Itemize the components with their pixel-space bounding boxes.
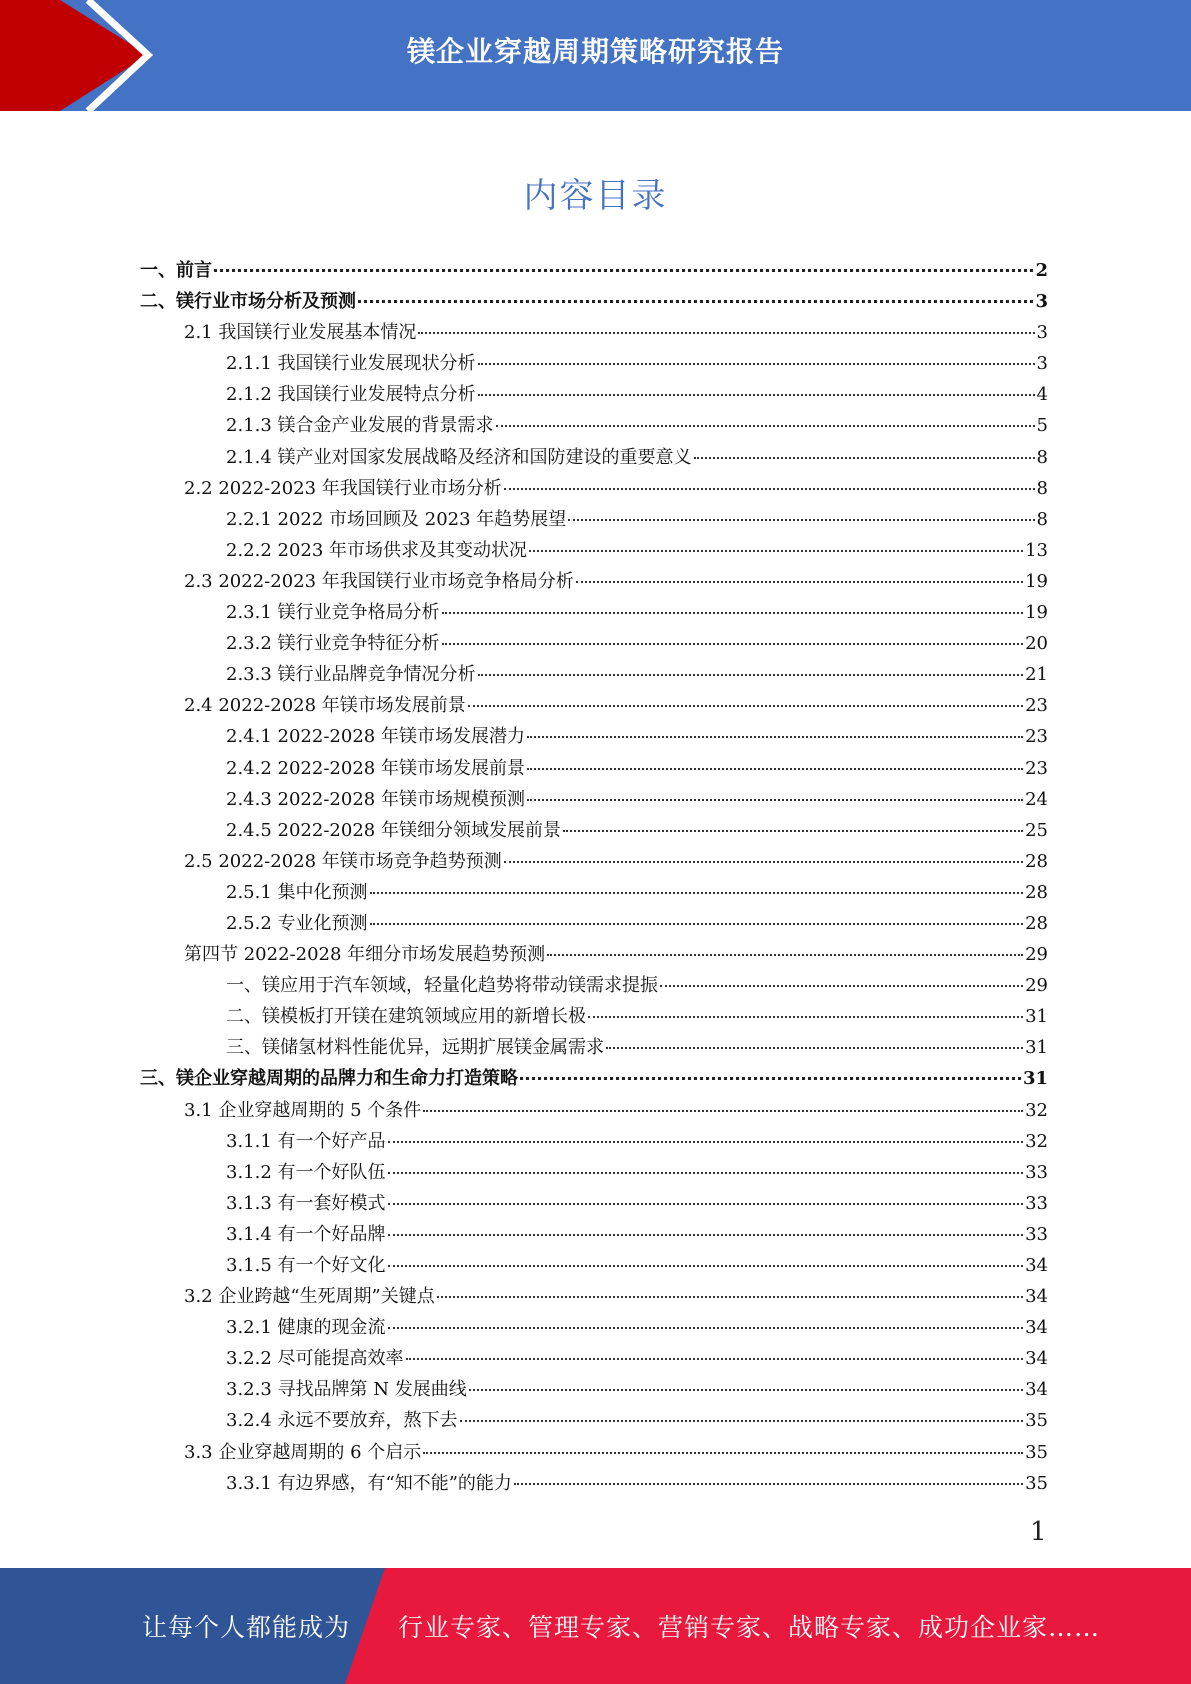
toc-entry[interactable] [140,877,1048,908]
toc-entry-page: 32 [1025,1130,1048,1152]
toc-entry-page: 2 [1035,260,1048,281]
toc-entry-page: 24 [1025,788,1048,810]
toc-entry[interactable] [140,1095,1048,1126]
toc-entry-page: 31 [1025,1037,1048,1059]
toc-entry-title: 3.2.4 永远不要放弃，熬下去 [226,1410,458,1432]
toc-entry[interactable] [140,815,1048,846]
toc-dot-leader [529,549,1023,552]
toc-entry-title: 2.5 2022-2028 年镁市场竞争趋势预测 [184,850,502,872]
toc-entry-title: 3.1.4 有一个好品牌 [226,1223,386,1245]
toc-entry-page: 28 [1025,912,1048,934]
footer-slogan-right: 行业专家、管理专家、营销专家、战略专家、成功企业家…… [398,1613,1101,1642]
toc-entry-page: 34 [1025,1286,1048,1308]
toc-entry[interactable] [140,1219,1048,1250]
toc-entry[interactable] [140,379,1048,410]
toc-entry-page: 28 [1025,850,1048,872]
toc-entry-page: 32 [1025,1099,1048,1121]
toc-entry[interactable] [140,1250,1048,1281]
page-footer [0,1568,1191,1684]
toc-entry[interactable] [140,410,1048,441]
toc-dot-leader [527,767,1023,770]
toc-dot-leader [694,456,1035,459]
toc-entry-page: 29 [1025,975,1048,997]
toc-entry-title: 3.1 企业穿越周期的 5 个条件 [184,1099,422,1121]
toc-entry-page: 3 [1036,353,1048,375]
toc-entry-title: 3.1.2 有一个好队伍 [226,1161,386,1183]
toc-entry-title: 2.4.1 2022-2028 年镁市场发展潜力 [226,726,525,748]
toc-entry-page: 4 [1036,384,1048,406]
toc-entry-page: 33 [1025,1161,1048,1183]
toc-entry-page: 33 [1025,1223,1048,1245]
toc-entry[interactable] [140,1374,1048,1405]
toc-entry-title: 2.2 2022-2023 年我国镁行业市场分析 [184,477,502,499]
toc-entry[interactable] [140,504,1048,535]
toc-entry-page: 21 [1025,664,1048,686]
toc-entry-page: 34 [1025,1255,1048,1276]
toc-dot-leader [527,735,1023,738]
toc-entry-title: 三、镁储氢材料性能优异，远期扩展镁金属需求 [226,1037,604,1059]
toc-entry-title: 3.3.1 有边界感，有“知不能”的能力 [226,1472,512,1494]
toc-entry[interactable] [140,442,1048,473]
toc-entry-title: 2.5.2 专业化预测 [226,912,368,934]
footer-slogan-left: 让每个人都能成为 [142,1613,351,1642]
toc-entry-title: 2.1.4 镁产业对国家发展战略及经济和国防建设的重要意义 [226,446,692,468]
toc-entry[interactable] [140,1281,1048,1312]
toc-entry-title: 2.3 2022-2023 年我国镁行业市场竞争格局分析 [184,570,574,592]
toc-dot-leader [478,393,1035,396]
toc-entry[interactable] [140,597,1048,628]
toc-entry[interactable] [140,908,1048,939]
toc-entry-title: 一、镁应用于汽车领域，轻量化趋势将带动镁需求提振 [226,975,658,997]
toc-dot-leader [388,1140,1024,1143]
toc-dot-leader [442,642,1024,645]
toc-entry-title: 2.3.2 镁行业竞争特征分析 [226,633,440,655]
toc-entry-title: 2.4.3 2022-2028 年镁市场规模预测 [226,788,525,810]
toc-entry-page: 31 [1025,1006,1048,1028]
toc-entry-page: 35 [1025,1441,1048,1463]
toc-entry[interactable] [140,473,1048,504]
toc-dot-leader [437,1295,1023,1298]
toc-dot-leader [514,1482,1023,1485]
toc-entry-title: 2.2.2 2023 年市场供求及其变动状况 [226,539,528,561]
toc-dot-leader [588,1015,1023,1018]
toc-entry[interactable] [140,1468,1048,1499]
toc-entry[interactable] [140,628,1048,659]
toc-entry-page: 33 [1025,1192,1048,1214]
toc-entry-page: 31 [1022,1068,1048,1090]
toc-entry[interactable] [140,721,1048,752]
toc-heading: 内容目录 [523,176,668,216]
toc-entry-title: 3.2.3 寻找品牌第 N 发展曲线 [226,1379,467,1401]
page-number: 1 [1030,1517,1047,1547]
toc-entry-title: 2.3.1 镁行业竞争格局分析 [226,602,440,624]
toc-dot-leader [388,1326,1024,1329]
toc-dot-leader [406,1357,1024,1360]
toc-entry-page: 23 [1025,726,1048,748]
toc-entry[interactable] [140,1032,1048,1063]
toc-dot-leader [388,1233,1024,1236]
toc-entry-page: 3 [1035,291,1048,313]
toc-entry-title: 第四节 2022-2028 年细分市场发展趋势预测 [184,944,546,966]
toc-entry[interactable] [140,1343,1048,1374]
toc-entry[interactable] [140,659,1048,690]
toc-entry-title: 2.4 2022-2028 年镁市场发展前景 [184,695,466,717]
toc-entry[interactable] [140,784,1048,815]
toc-dot-leader [547,953,1023,956]
toc-entry-page: 35 [1025,1410,1048,1432]
toc-dot-leader [478,673,1024,676]
report-title: 镁企业穿越周期策略研究报告 [406,35,784,68]
toc-dot-leader [606,1046,1023,1049]
page-header [0,0,1191,111]
toc-dot-leader [563,829,1023,832]
toc-entry[interactable] [140,286,1048,317]
toc-dot-leader [568,518,1034,521]
toc-dot-leader [660,984,1023,987]
toc-entry-title: 3.2 企业跨越“生死周期”关键点 [184,1286,435,1308]
toc-entry-title: 3.1.1 有一个好产品 [226,1130,386,1152]
toc-entry-page: 5 [1036,415,1048,437]
toc-entry[interactable] [140,939,1048,970]
toc-entry-page: 19 [1025,602,1048,624]
table-of-contents [140,255,1048,1499]
toc-entry-title: 2.1.3 镁合金产业发展的背景需求 [226,415,494,437]
toc-entry-page: 20 [1025,633,1048,655]
toc-entry-page: 34 [1025,1317,1048,1339]
toc-entry[interactable] [140,846,1048,877]
toc-entry-title: 2.2.1 2022 市场回顾及 2023 年趋势展望 [226,508,567,530]
toc-dot-leader [469,1388,1023,1391]
toc-dot-leader [388,1264,1024,1267]
toc-entry-title: 3.1.5 有一个好文化 [226,1255,386,1276]
toc-entry-title: 2.1.2 我国镁行业发展特点分析 [226,384,476,406]
toc-dot-leader [358,299,1033,303]
toc-entry-title: 二、镁行业市场分析及预测 [140,291,356,313]
toc-entry[interactable] [140,566,1048,597]
toc-dot-leader [388,1202,1024,1205]
toc-entry-page: 8 [1036,446,1048,468]
toc-entry-title: 3.2.1 健康的现金流 [226,1317,386,1339]
toc-entry[interactable] [140,753,1048,784]
toc-entry-title: 2.3.3 镁行业品牌竞争情况分析 [226,664,476,686]
toc-entry[interactable] [140,1126,1048,1157]
toc-entry-page: 25 [1025,819,1048,841]
toc-entry-title: 三、镁企业穿越周期的品牌力和生命力打造策略 [140,1068,518,1090]
toc-entry-title: 3.2.2 尽可能提高效率 [226,1348,404,1370]
toc-entry[interactable] [140,1312,1048,1343]
toc-dot-leader [468,704,1023,707]
toc-entry[interactable] [140,1001,1048,1032]
toc-entry-page: 23 [1025,757,1048,779]
toc-dot-leader [520,1076,1021,1080]
toc-entry[interactable] [140,255,1048,286]
toc-entry-page: 29 [1025,944,1048,966]
toc-entry-title: 3.3 企业穿越周期的 6 个启示 [184,1441,422,1463]
toc-entry-title: 2.1.1 我国镁行业发展现状分析 [226,353,476,375]
toc-entry-page: 3 [1036,322,1048,344]
toc-entry[interactable] [140,1063,1048,1094]
toc-entry-title: 二、镁模板打开镁在建筑领域应用的新增长极 [226,1006,586,1028]
toc-entry-title: 2.5.1 集中化预测 [226,881,368,903]
toc-entry-page: 8 [1036,477,1048,499]
toc-dot-leader [423,1451,1023,1454]
toc-entry[interactable] [140,535,1048,566]
toc-dot-leader [370,891,1024,894]
toc-dot-leader [478,362,1035,365]
toc-entry-page: 23 [1025,695,1048,717]
toc-dot-leader [504,860,1023,863]
toc-dot-leader [442,611,1024,614]
toc-entry-page: 8 [1036,508,1048,530]
toc-entry-title: 2.1 我国镁行业发展基本情况 [184,322,417,344]
toc-entry-page: 28 [1025,881,1048,903]
toc-entry-title: 3.1.3 有一套好模式 [226,1192,386,1214]
toc-entry[interactable] [140,1157,1048,1188]
toc-dot-leader [496,424,1035,427]
toc-entry[interactable] [140,317,1048,348]
toc-entry-page: 35 [1025,1472,1048,1494]
toc-entry-page: 19 [1025,570,1048,592]
toc-dot-leader [527,798,1023,801]
toc-dot-leader [370,922,1024,925]
toc-entry-title: 2.4.5 2022-2028 年镁细分领域发展前景 [226,819,561,841]
toc-entry[interactable] [140,348,1048,379]
toc-entry-title: 一、前言 [140,260,212,281]
toc-entry-title: 2.4.2 2022-2028 年镁市场发展前景 [226,757,525,779]
toc-entry[interactable] [140,1437,1048,1468]
toc-dot-leader [418,331,1034,334]
toc-dot-leader [214,268,1033,272]
toc-entry[interactable] [140,1405,1048,1436]
toc-entry-page: 34 [1025,1379,1048,1401]
toc-entry-page: 13 [1025,539,1048,561]
toc-dot-leader [576,580,1023,583]
toc-entry[interactable] [140,1188,1048,1219]
toc-entry-page: 34 [1025,1348,1048,1370]
toc-entry[interactable] [140,970,1048,1001]
toc-dot-leader [388,1171,1024,1174]
toc-dot-leader [504,487,1035,490]
toc-dot-leader [423,1109,1023,1112]
toc-entry[interactable] [140,690,1048,721]
toc-dot-leader [460,1419,1024,1422]
